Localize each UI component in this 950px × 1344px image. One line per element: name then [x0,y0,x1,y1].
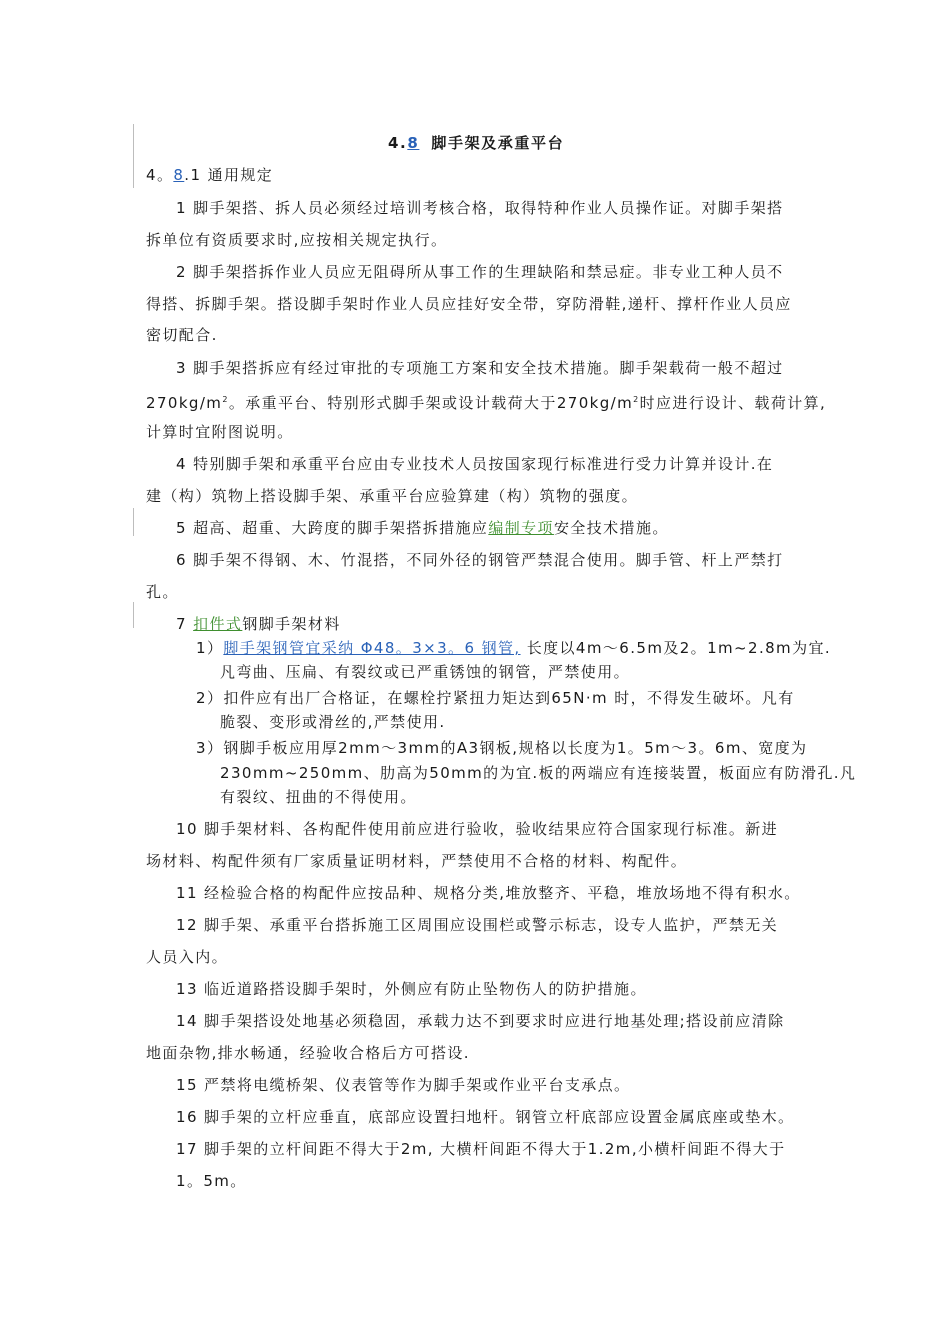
item-7-heading [176,614,341,634]
sub-1-text: 长度以4m～6.5m及2。1m~2.8m为宜. [520,639,832,657]
item-7-sub-3-line-3: 有裂纹、扭曲的不得使用。 [220,788,417,806]
item-2-line-2: 得搭、拆脚手架。搭设脚手架时作业人员应挂好安全带，穿防滑鞋,递杆、撑杆作业人员应 [146,295,792,313]
item-3-line-2 [146,390,826,413]
item-15-line-1: 15 严禁将电缆桥架、仪表管等作为脚手架或作业平台支承点。 [176,1076,631,1094]
sub-prefix: 4。 [146,166,174,184]
item-2-line-3: 密切配合. [146,326,218,344]
item-3-line-3: 计算时宜附图说明。 [146,423,294,441]
sub-1-marker: 1） [196,639,224,657]
title-prefix: 4. [388,134,408,152]
sub-number-link[interactable]: 8 [173,166,185,184]
item-3-text-a: 270kg/m [146,394,223,412]
item-5-text-b: 安全技术措施。 [553,519,669,537]
item-7-sub-3-line-2: 230mm~250mm、肋高为50mm的为宜.板的两端应有连接装置，板面应有防滑孔.凡 [220,764,857,782]
item-7-sub-2-line-1: 2）扣件应有出厂合格证，在螺栓拧紧扭力矩达到65N·m 时，不得发生破坏。凡有 [196,689,795,707]
item-7-sub-2-line-2: 脆裂、变形或滑丝的,严禁使用. [220,713,446,731]
item-14-line-1: 14 脚手架搭设处地基必须稳固，承载力达不到要求时应进行地基处理;搭设前应清除 [176,1012,785,1030]
section-title [388,133,564,153]
item-13-line-1: 13 临近道路搭设脚手架时，外侧应有防止坠物伤人的防护措施。 [176,980,647,998]
item-3-line-1: 3 脚手架搭拆应有经过审批的专项施工方案和安全技术措施。脚手架载荷一般不超过 [176,359,784,377]
superscript-2: 2 [633,395,640,404]
revision-bar [133,124,134,188]
item-1-line-2: 拆单位有资质要求时,应按相关规定执行。 [146,231,448,249]
item-4-line-2: 建（构）筑物上搭设脚手架、承重平台应验算建（构）筑物的强度。 [146,487,639,505]
sub-suffix: .1 通用规定 [184,166,274,184]
item-6-line-2: 孔。 [146,583,179,601]
revision-bar [133,508,134,536]
item-5-line-1 [176,518,669,538]
item-17-line-1: 17 脚手架的立杆间距不得大于2m, 大横杆间距不得大于1.2m,小横杆间距不得大于 [176,1140,786,1158]
item-1-line-1: 1 脚手架搭、拆人员必须经过培训考核合格，取得特种作业人员操作证。对脚手架搭 [176,199,784,217]
item-14-line-2: 地面杂物,排水畅通，经验收合格后方可搭设. [146,1044,470,1062]
item-12-line-2: 人员入内。 [146,948,229,966]
item-7-sub-1-line-1 [196,638,831,658]
item-6-line-1: 6 脚手架不得钢、木、竹混搭，不同外径的钢管严禁混合使用。脚手管、杆上严禁打 [176,551,784,569]
item-4-line-1: 4 特别脚手架和承重平台应由专业技术人员按国家现行标准进行受力计算并设计.在 [176,455,774,473]
title-text: 脚手架及承重平台 [431,134,565,152]
sub-1-link[interactable]: 脚手架钢管宜采纳 Φ48。3×3。6 钢管, [223,639,521,657]
item-10-line-2: 场材料、构配件须有厂家质量证明材料，严禁使用不合格的材料、构配件。 [146,852,688,870]
item-17-line-2: 1。5m。 [176,1172,247,1190]
item-3-text-b: 。承重平台、特别形式脚手架或设计载荷大于270kg/m [228,394,634,412]
title-number-link[interactable]: 8 [407,134,420,152]
item-7-sub-1-line-2: 凡弯曲、压扁、有裂纹或已严重锈蚀的钢管，严禁使用。 [220,663,631,681]
item-7-number: 7 [176,615,194,633]
item-7-sub-3-line-1: 3）钢脚手板应用厚2mm～3mm的A3钢板,规格以长度为1。5m～3。6m、宽度为 [196,739,808,757]
item-11-line-1: 11 经检验合格的构配件应按品种、规格分类,堆放整齐、平稳，堆放场地不得有积水。 [176,884,801,902]
item-10-line-1: 10 脚手架材料、各构配件使用前应进行验收，验收结果应符合国家现行标准。新进 [176,820,779,838]
revision-bar [133,602,134,628]
item-5-link[interactable]: 编制专项 [488,519,554,537]
item-3-text-c: 时应进行设计、载荷计算, [639,394,827,412]
superscript-2: 2 [222,395,229,404]
item-16-line-1: 16 脚手架的立杆应垂直，底部应设置扫地杆。钢管立杆底部应设置金属底座或垫木。 [176,1108,795,1126]
subsection-heading [146,165,273,185]
item-7-text: 钢脚手架材料 [242,615,341,633]
item-2-line-1: 2 脚手架搭拆作业人员应无阻碍所从事工作的生理缺陷和禁忌症。非专业工种人员不 [176,263,784,281]
item-12-line-1: 12 脚手架、承重平台搭拆施工区周围应设围栏或警示标志，设专人监护，严禁无关 [176,916,779,934]
item-5-text-a: 5 超高、超重、大跨度的脚手架搭拆措施应 [176,519,489,537]
item-7-link[interactable]: 扣件式 [193,615,243,633]
